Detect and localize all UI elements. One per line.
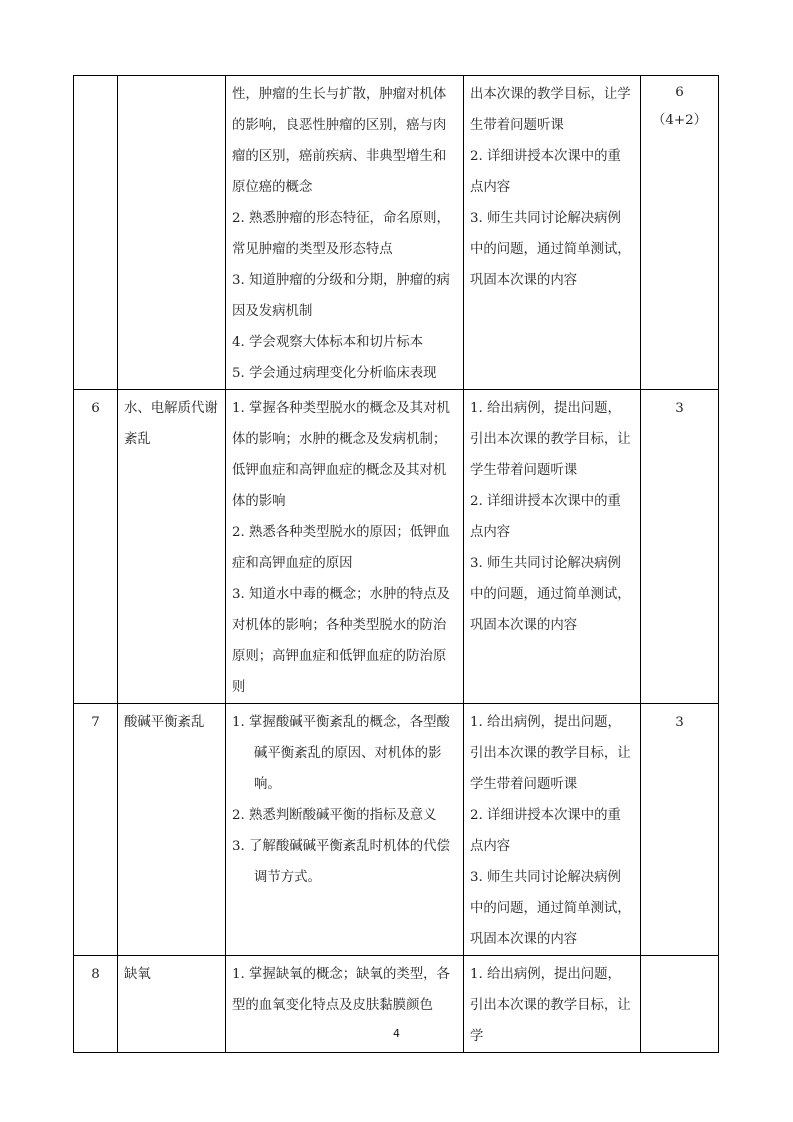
row-number-cell: 7 bbox=[74, 704, 118, 956]
requirements-cell bbox=[226, 704, 464, 956]
table-row bbox=[74, 76, 719, 390]
hours-cell bbox=[641, 390, 719, 704]
requirement-item: 2. 熟悉肿瘤的形态特征，命名原则，常见肿瘤的类型及形态特点 bbox=[232, 211, 450, 257]
method-item: 1. 给出病例，提出问题，引出本次课的教学目标，让学生带着问题听课 bbox=[470, 401, 631, 478]
course-schedule-table bbox=[73, 75, 719, 1053]
method-item: 3. 师生共同讨论解决病例中的问题，通过简单测试，巩固本次课的内容 bbox=[470, 211, 631, 288]
method-item: 出本次课的教学目标，让学生带着问题听课 bbox=[470, 87, 631, 133]
hours-value: 3 bbox=[675, 401, 684, 416]
topic-cell: 酸碱平衡紊乱 bbox=[118, 704, 226, 956]
topic-cell: 水、电解质代谢紊乱 bbox=[118, 390, 226, 704]
hours-cell bbox=[641, 704, 719, 956]
requirement-item: 性，肿瘤的生长与扩散，肿瘤对机体的影响，良恶性肿瘤的区别，癌与肉瘤的区别，癌前疾病、非典型增生和原位癌的概念 bbox=[232, 87, 447, 195]
hours-value: 3 bbox=[675, 715, 684, 730]
row-number-cell bbox=[74, 76, 118, 390]
requirement-item: 5. 学会通过病理变化分析临床表现 bbox=[232, 366, 437, 381]
topic-cell: 缺氧 bbox=[118, 956, 226, 1053]
method-item: 2. 详细讲授本次课中的重点内容 bbox=[470, 149, 621, 195]
requirement-item: 3. 了解酸碱碱平衡紊乱时机体的代偿调节方式。 bbox=[232, 839, 450, 885]
requirement-item: 1. 掌握各种类型脱水的概念及其对机体的影响；水肿的概念及发病机制；低钾血症和高钾血症的概念及其对机体的影响 bbox=[232, 401, 450, 509]
requirement-item: 1. 掌握酸碱平衡紊乱的概念，各型酸碱平衡紊乱的原因、对机体的影响。 bbox=[232, 715, 450, 792]
methods-cell bbox=[464, 704, 641, 956]
row-number-cell: 6 bbox=[74, 390, 118, 704]
method-item: 1. 给出病例，提出问题，引出本次课的教学目标，让学 bbox=[470, 967, 631, 1044]
hours-cell bbox=[641, 76, 719, 390]
row-number-cell: 8 bbox=[74, 956, 118, 1053]
topic-cell bbox=[118, 76, 226, 390]
hours-breakdown: （4+2） bbox=[651, 113, 708, 128]
requirement-item: 4. 学会观察大体标本和切片标本 bbox=[232, 335, 424, 350]
requirement-item: 3. 知道肿瘤的分级和分期，肿瘤的病因及发病机制 bbox=[232, 273, 450, 319]
methods-cell bbox=[464, 390, 641, 704]
method-item: 2. 详细讲授本次课中的重点内容 bbox=[470, 494, 621, 540]
requirement-item: 2. 熟悉各种类型脱水的原因；低钾血症和高钾血症的原因 bbox=[232, 525, 450, 571]
requirement-item: 2. 熟悉判断酸碱平衡的指标及意义 bbox=[232, 808, 437, 823]
table-row bbox=[74, 390, 719, 704]
hours-value: 6 bbox=[675, 85, 684, 100]
method-item: 2. 详细讲授本次课中的重点内容 bbox=[470, 808, 621, 854]
requirements-cell bbox=[226, 390, 464, 704]
requirement-item: 3. 知道水中毒的概念；水肿的特点及对机体的影响；各种类型脱水的防治原则；高钾血症和低钾血症的防治原则 bbox=[232, 587, 450, 695]
methods-cell bbox=[464, 76, 641, 390]
page-number: 4 bbox=[393, 1027, 400, 1040]
table-row bbox=[74, 704, 719, 956]
requirement-item: 1. 掌握缺氧的概念；缺氧的类型，各型的血氧变化特点及皮肤黏膜颜色 bbox=[232, 967, 450, 1013]
method-item: 3. 师生共同讨论解决病例中的问题，通过简单测试，巩固本次课的内容 bbox=[470, 556, 631, 633]
method-item: 3. 师生共同讨论解决病例中的问题，通过简单测试，巩固本次课的内容 bbox=[470, 870, 631, 947]
method-item: 1. 给出病例，提出问题，引出本次课的教学目标，让学生带着问题听课 bbox=[470, 715, 631, 792]
requirements-cell bbox=[226, 76, 464, 390]
